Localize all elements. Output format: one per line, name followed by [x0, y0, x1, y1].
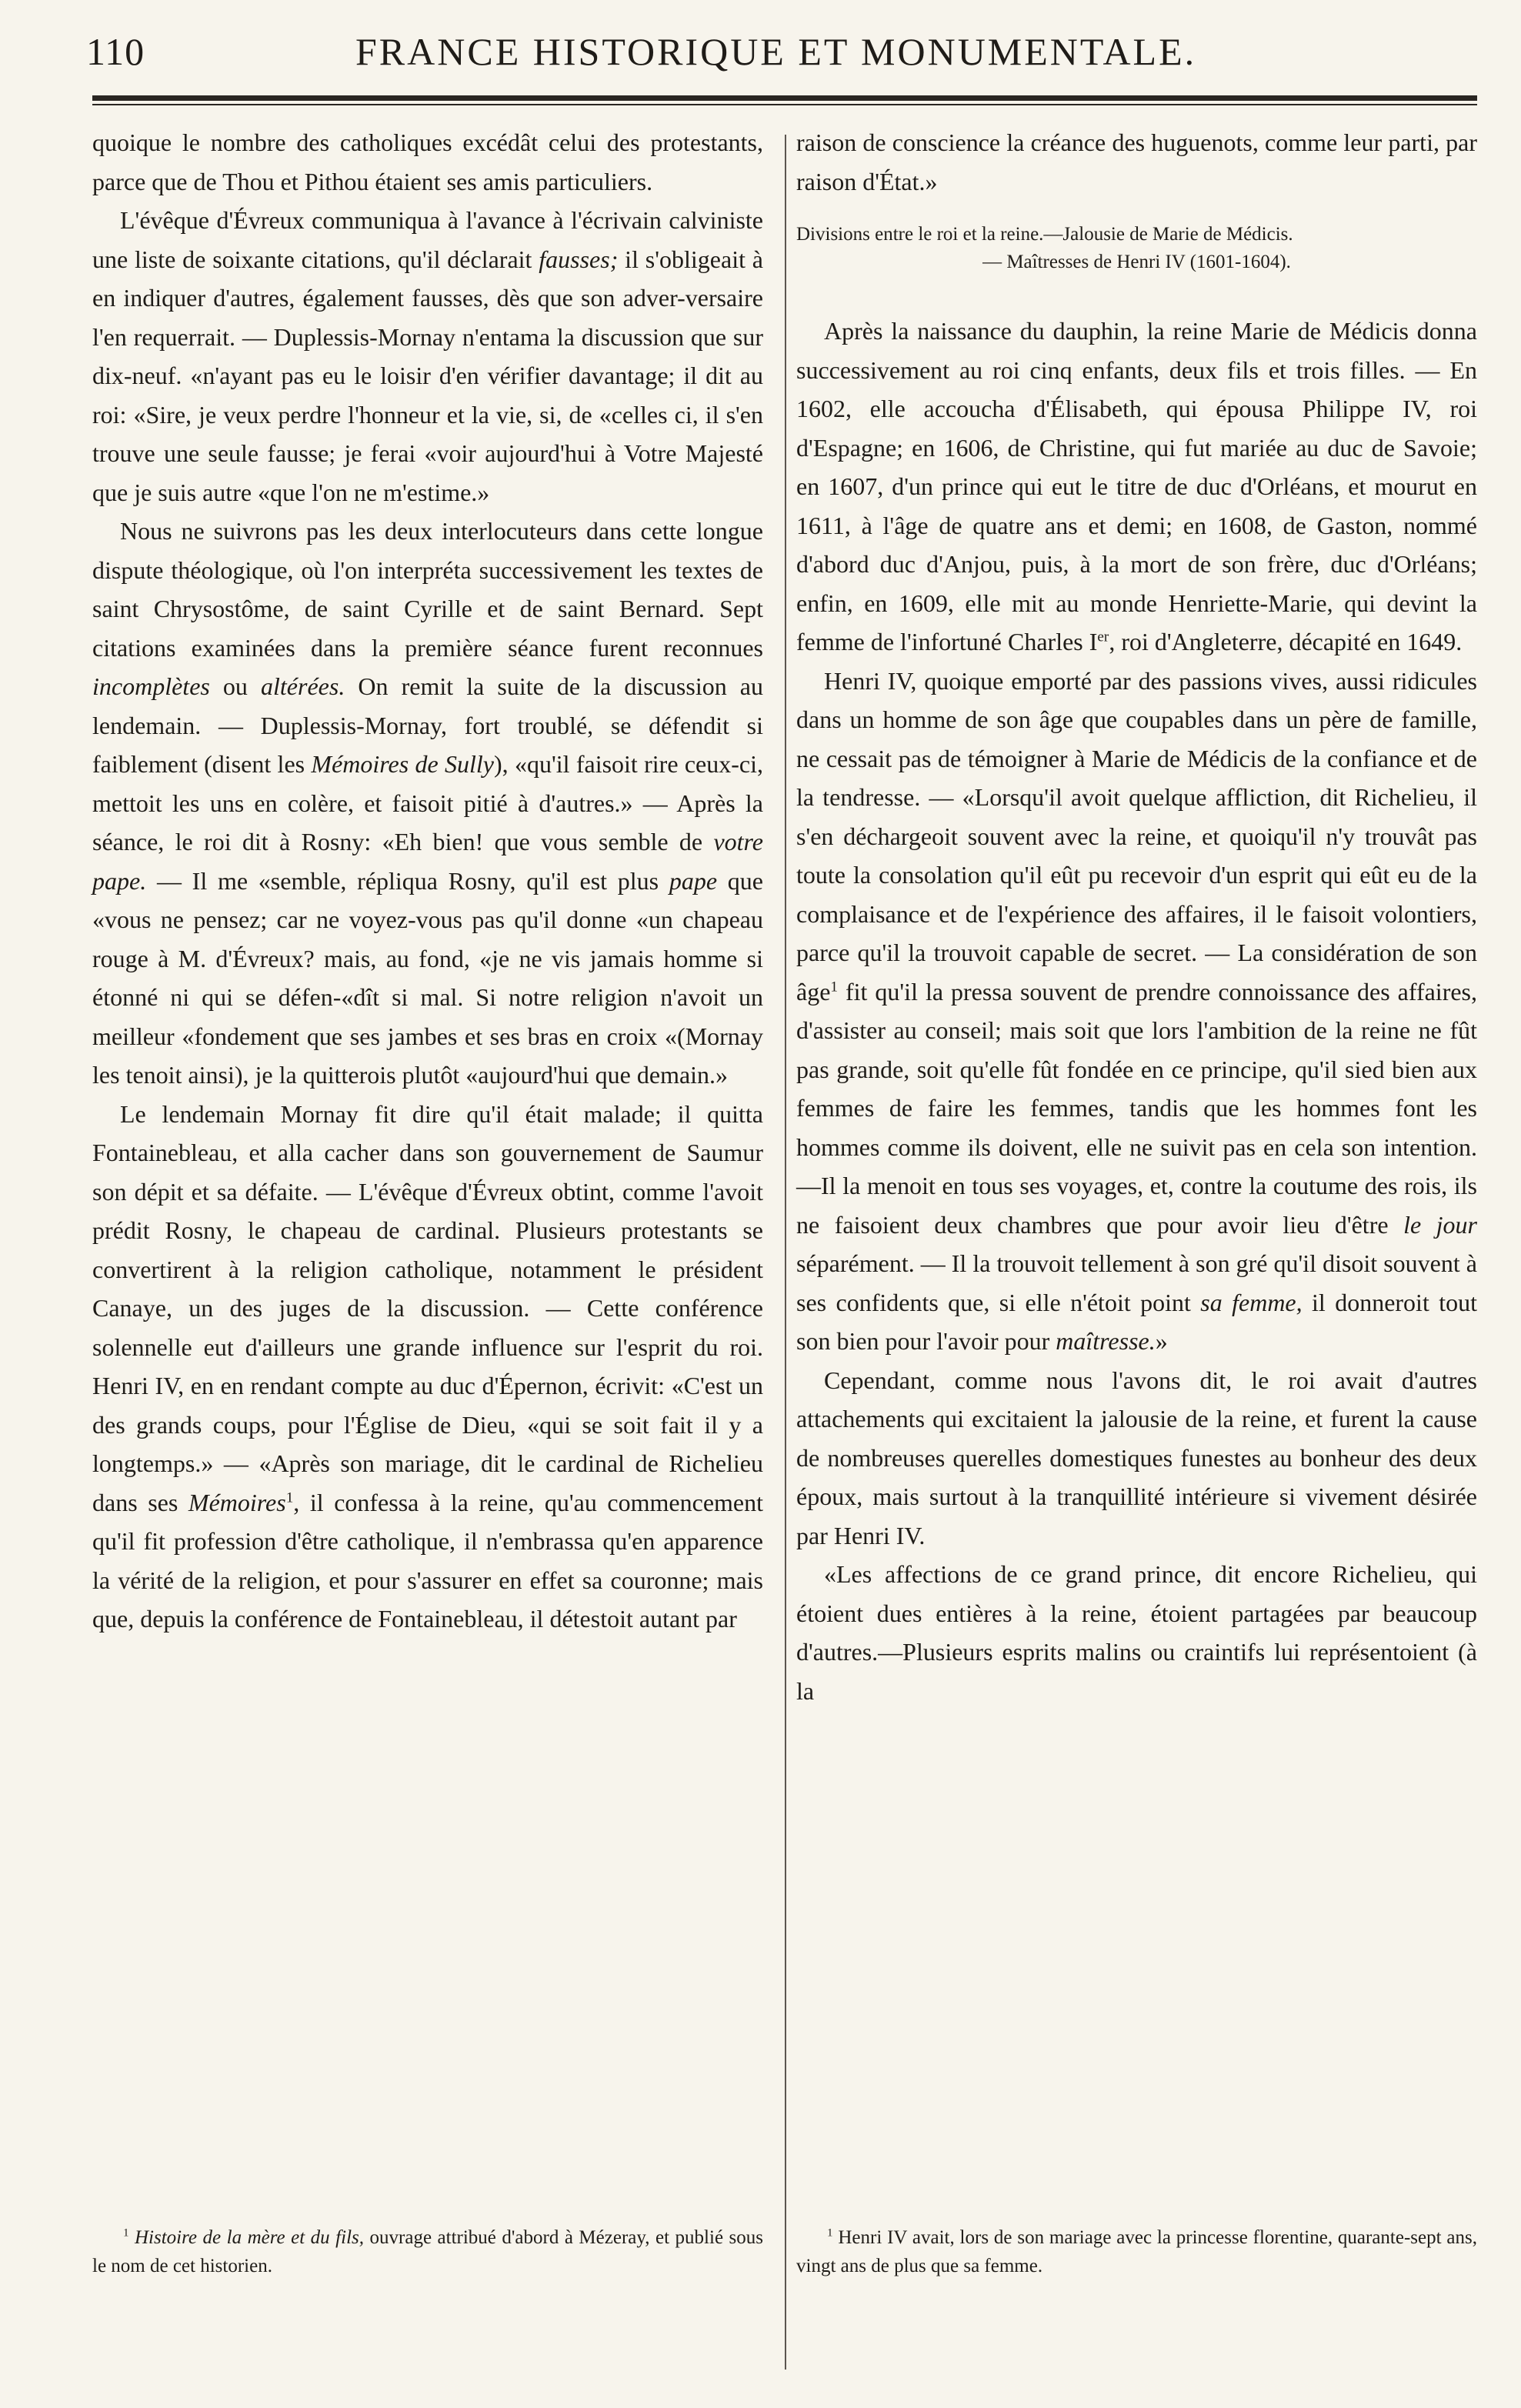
left-column: [92, 123, 763, 1639]
footnote-left: $^1$ Histoire de la mère et du fils, ouvrage attribué d'abord à Mézeray, et publié sous le nom de cet historien.: [92, 2226, 764, 2276]
left-paragraph-3: Nous ne suivrons pas les deux interlocuteurs dans cette longue dispute théologique, où l'on interpréta successivement les textes de saint Chrysostôme, de saint Cyrille et de saint Bernard. Sept citations examinées dans la première séance furent reconnues incomplètes ou altérées. On remit la suite de la discussion au lendemain. — Duplessis-Mornay, fort troublé, se défendit si faiblement (disent les Mémoires de Sully), «qu'il faisoit rire ceux-ci, mettoit les uns en colère, et faisoit pitié à d'autres.» — Après la séance, le roi dit à Rosny: «Eh bien! que vous semble de votre pape. — Il me «semble, répliqua Rosny, qu'il est plus pape que «vous ne pensez; car ne voyez-vous pas qu'il donne «un chapeau rouge à M. d'Évreux? mais, au fond, «je ne vis jamais homme si étonné ni qui se défen-«dît si mal. Si notre religion n'avoit un meilleur «fondement que ses jambes et ses bras en croix «(Mornay les tenoit ainsi), je la quitterois plutôt «aujourd'hui que demain.»: [92, 517, 764, 1089]
left-paragraph-1: quoique le nombre des catholiques excédât celui des protestants, parce que de Thou et Pithou étaient ses amis particuliers.: [92, 128, 763, 195]
section-heading-line-1: Divisions entre le roi et la reine.—Jalousie de Marie de Médicis.: [796, 224, 1293, 245]
column-divider: [785, 135, 786, 2370]
footnote-right: $^1$ Henri IV avait, lors de son mariage avec la princesse florentine, quarante-sept ans, vingt ans de plus que sa femme.: [796, 2226, 1477, 2276]
header-rule-thin: [92, 104, 1477, 105]
section-heading: [796, 221, 1477, 276]
footnote-ref: 1: [830, 978, 838, 995]
footnote-ref: 1: [285, 1489, 294, 1506]
right-paragraph-2: Après la naissance du dauphin, la reine Marie de Médicis donna successivement au roi cinq enfants, deux fils et trois filles. — En 1602, elle accoucha d'Élisabeth, qui épousa Philippe IV, roi d'Espagne; en 1606, de Christine, qui fut mariée au duc de Savoie; en 1607, d'un prince qui eut le titre de duc d'Orléans, et mourut en 1611, à l'âge de quatre ans et demi; en 1608, de Gaston, nommé d'abord duc d'Anjou, puis, à la mort de son frère, duc d'Orléans; enfin, en 1609, elle mit au monde Henriette-Marie, qui devint la femme de l'infortuné Charles Ier, roi d'Angleterre, décapité en 1649.: [796, 317, 1477, 655]
right-paragraph-1: raison de conscience la créance des huguenots, comme leur parti, par raison d'État.»: [796, 128, 1477, 195]
running-title: FRANCE HISTORIQUE ET MONUMENTALE.: [355, 30, 1197, 73]
page-number: 110: [86, 30, 145, 73]
right-paragraph-3: Henri IV, quoique emporté par des passions vives, aussi ridicules dans un homme de son âge que coupables dans un père de famille, ne cessait pas de témoigner à Marie de Médicis de la confiance et de la tendresse. — «Lorsqu'il avoit quelque affliction, dit Richelieu, il s'en déchargeoit souvent avec la reine, et quoiqu'il n'y trouvât pas toute la consolation qu'il eût pu recevoir d'un esprit qui eût eu de la complaisance et de l'expérience des affaires, il le faisoit volontiers, parce qu'il la trouvoit capable de secret. — La considération de son âge$^1$ fit qu'il la pressa souvent de prendre connoissance des affaires, d'assister au conseil; mais soit que lors l'ambition de la reine ne fût pas grande, soit qu'elle fût fondée en ce principe, qu'il sied bien aux femmes de faire les femmes, tandis que les hommes font les hommes comme ils doivent, elle ne suivit pas en cela son intention.—Il la menoit en tous ses voyages, et, contre la coutume des rois, ils ne faisoient deux chambres que pour avoir lieu d'être le jour séparément. — Il la trouvoit tellement à son gré qu'il disoit souvent à ses confidents que, si elle n'étoit point sa femme, il donneroit tout son bien pour l'avoir pour maîtresse.»: [796, 666, 1478, 1355]
header-rule-thick: [92, 95, 1477, 101]
right-column: [796, 123, 1477, 1710]
right-paragraph-5: «Les affections de ce grand prince, dit encore Richelieu, qui étoient dues entières à la reine, étoient partagées par beaucoup d'autres.—Plusieurs esprits malins ou craintifs lui représentoient (à la: [796, 1560, 1477, 1705]
section-heading-line-2: — Maîtresses de Henri IV (1601-1604).: [982, 252, 1291, 272]
left-paragraph-4: Le lendemain Mornay fit dire qu'il était malade; il quitta Fontainebleau, et alla cacher dans son gouvernement de Saumur son dépit et sa défaite. — L'évêque d'Évreux obtint, comme l'avoit prédit Rosny, le chapeau de cardinal. Plusieurs protestants se convertirent à la religion catholique, notamment le président Canaye, un des juges de la discussion. — Cette conférence solennelle eut d'ailleurs une grande influence sur l'esprit du roi. Henri IV, en en rendant compte au duc d'Épernon, écrivit: «C'est un des grands coups, pour l'Église de Dieu, «qui se soit fait il y a longtemps.» — «Après son mariage, dit le cardinal de Richelieu dans ses Mémoires$^1$, il confessa à la reine, qu'au commencement qu'il fit profession d'être catholique, il n'embrassa qu'en apparence la vérité de la religion, et pour s'assurer en effet sa couronne; mais que, depuis la conférence de Fontainebleau, il détestoit autant par: [92, 1099, 764, 1633]
left-paragraph-2: L'évêque d'Évreux communiqua à l'avance à l'écrivain calviniste une liste de soixante citations, qu'il déclarait fausses; il s'obligeait à en indiquer d'autres, également fausses, dès que son adver-versaire l'en requerrait. — Duplessis-Mornay n'entama la discussion que sur dix-neuf. «n'ayant pas eu le loisir d'en vérifier davantage; il dit au roi: «Sire, je veux perdre l'honneur et la vie, si, de «celles ci, il s'en trouve une seule fausse; je ferai «voir aujourd'hui à Votre Majesté que je suis autre «que l'on ne m'estime.»: [92, 206, 764, 506]
page-header: [86, 29, 1477, 75]
right-paragraph-4: Cependant, comme nous l'avons dit, le roi avait d'autres attachements qui excitaient la jalousie de la reine, et furent la cause de nombreuses querelles domestiques funestes au bonheur des deux époux, mais surtout à la tranquillité intérieure si vivement désirée par Henri IV.: [796, 1366, 1477, 1549]
